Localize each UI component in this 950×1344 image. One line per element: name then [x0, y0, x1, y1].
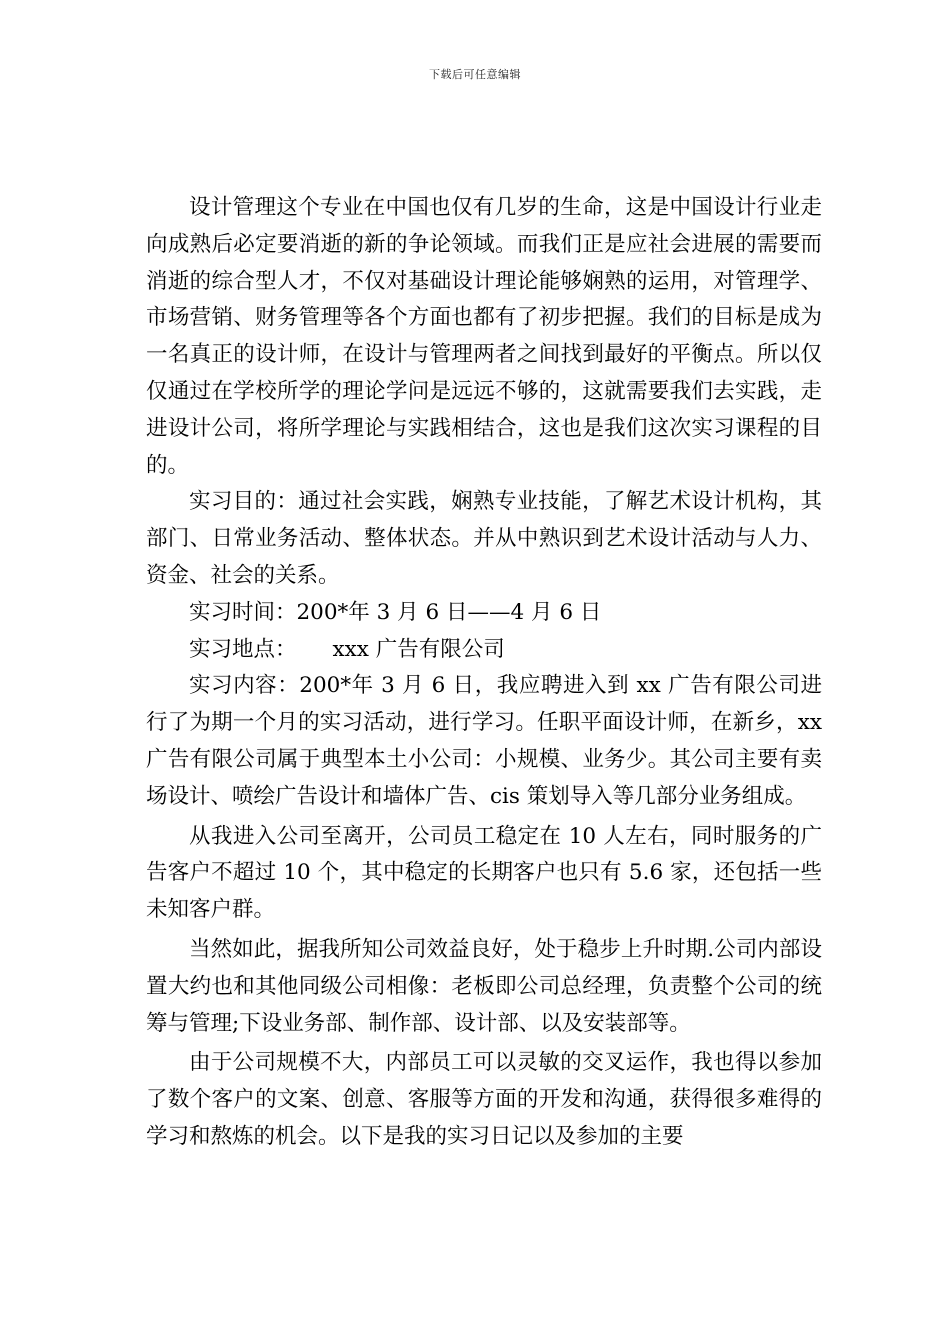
paragraph-time: 实习时间：200*年 3 月 6 日——4 月 6 日 [189, 599, 602, 625]
location-label: 实习地点： [189, 636, 297, 662]
page-header: 下载后可任意编辑 [429, 68, 521, 81]
paragraph-staff: 从我进入公司至离开，公司员工稳定在 10 人左右，同时服务的广告客户不超过 10 个，其中稳定的长期客户也只有 5.6 家，还包括一些未知客户群。 [146, 823, 822, 923]
document-body [146, 190, 822, 1156]
paragraph-purpose: 实习目的：通过社会实践，娴熟专业技能，了解艺术设计机构，其部门、日常业务活动、整体状态。并从中熟识到艺术设计活动与人力、资金、社会的关系。 [146, 489, 822, 588]
paragraph-location [146, 632, 822, 669]
location-value: xxx 广告有限公司 [332, 636, 505, 662]
paragraph-structure: 当然如此，据我所知公司效益良好，处于稳步上升时期.公司内部设置大约也和其他同级公司相像：老板即公司总经理，负责整个公司的统筹与管理;下设业务部、制作部、设计部、以及安装部等。 [146, 936, 822, 1036]
paragraph-experience: 由于公司规模不大，内部员工可以灵敏的交叉运作，我也得以参加了数个客户的文案、创意、客服等方面的开发和沟通，获得很多难得的学习和熬炼的机会。以下是我的实习日记以及参加的主要 [146, 1050, 822, 1149]
paragraph-content: 实习内容：200*年 3 月 6 日，我应聘进入到 xx 广告有限公司进行了为期一个月的实习活动，进行学习。任职平面设计师，在新乡，xx 广告有限公司属于典型本土小公司：小规模、业务少。其公司主要有卖场设计、喷绘广告设计和墙体广告、cis 策划导入等几部分业务组成。 [146, 673, 822, 809]
paragraph-intro: 设计管理这个专业在中国也仅有几岁的生命，这是中国设计行业走向成熟后必定要消逝的新的争论领域。而我们正是应社会进展的需要而消逝的综合型人才，不仅对基础设计理论能够娴熟的运用，对管理学、市场营销、财务管理等各个方面也都有了初步把握。我们的目标是成为一名真正的设计师，在设计与管理两者之间找到最好的平衡点。所以仅仅通过在学校所学的理论学问是远远不够的，这就需要我们去实践，走进设计公司，将所学理论与实践相结合，这也是我们这次实习课程的目的。 [146, 195, 822, 478]
